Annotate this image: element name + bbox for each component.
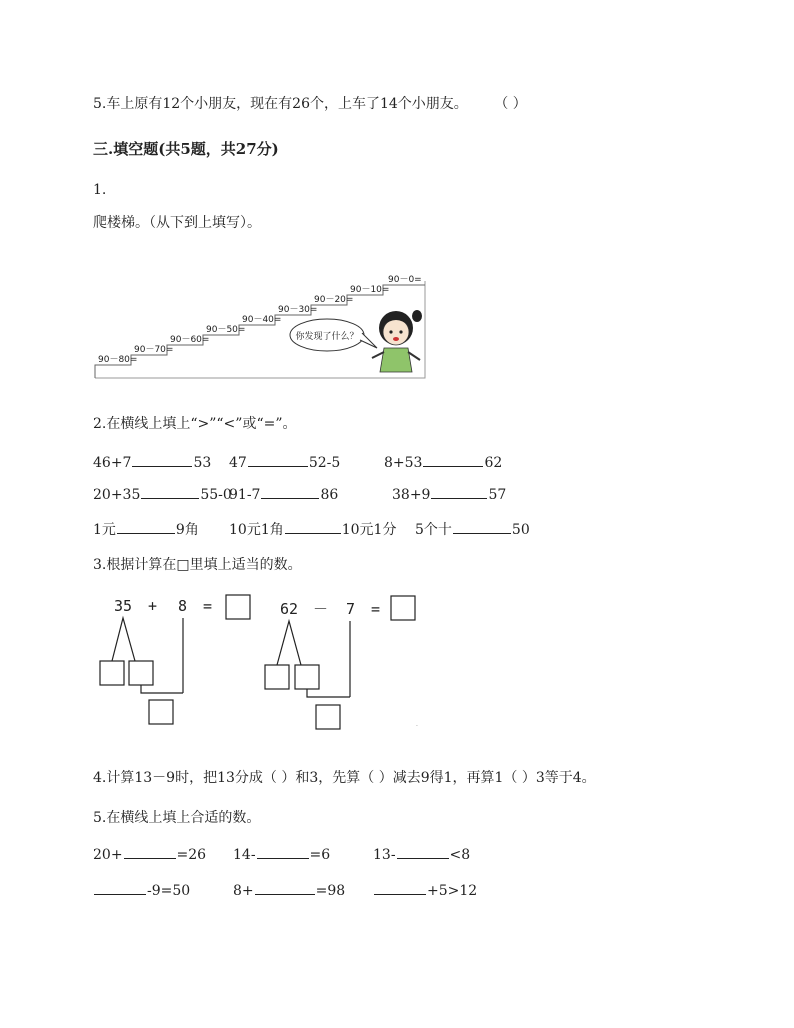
compare-row	[229, 452, 340, 471]
fill-row	[233, 844, 330, 863]
stair-label: 90－20=	[314, 295, 354, 305]
answer-blank[interactable]	[124, 844, 176, 859]
compare-left: 20+35	[93, 487, 141, 503]
fill-right: =98	[315, 883, 346, 899]
compare-left: 91-7	[229, 487, 261, 503]
compare-left: 38+9	[392, 487, 431, 503]
fill-right: =6	[309, 847, 331, 863]
compare-left: 46+7	[93, 455, 132, 471]
compare-right: 86	[320, 487, 339, 503]
stair-label: 90－60=	[170, 335, 210, 345]
fill-row	[373, 844, 470, 863]
stair-label: 90－30=	[278, 305, 318, 315]
question-text: 5.车上原有12个小朋友，现在有26个，上车了14个小朋友。	[93, 96, 468, 112]
compare-row	[415, 519, 530, 539]
answer-blank[interactable]	[453, 519, 511, 534]
compare-right: 62	[484, 455, 503, 471]
question-number-1: 1.	[93, 182, 107, 198]
compare-row	[93, 519, 199, 539]
answer-box[interactable]	[316, 705, 340, 729]
fill-right: <8	[449, 847, 471, 863]
answer-blank[interactable]	[117, 519, 175, 534]
compare-row	[229, 519, 396, 539]
eq2-a: 62	[280, 600, 299, 618]
question-5-prompt: 5.在横线上填上合适的数。	[93, 810, 261, 826]
answer-blank[interactable]	[423, 452, 483, 467]
stairs-figure	[92, 268, 428, 380]
answer-box[interactable]	[149, 700, 173, 724]
compare-left: 1元	[93, 522, 116, 538]
stair-label: 90－80=	[98, 355, 138, 365]
question-1-prompt: 爬楼梯。（从下到上填写）。	[93, 215, 261, 231]
answer-box[interactable]	[100, 661, 124, 685]
compare-left: 47	[229, 455, 247, 471]
answer-paren: （ ）	[494, 96, 527, 112]
compare-row	[93, 484, 232, 503]
stair-label: 90－0=	[388, 275, 422, 285]
stair-label: 90－10=	[350, 285, 390, 295]
answer-blank[interactable]	[397, 844, 449, 859]
answer-box[interactable]	[129, 661, 153, 685]
stair-label: 90－70=	[134, 345, 174, 355]
stair-label: 90－50=	[206, 325, 246, 335]
compare-left: 10元1角	[229, 522, 284, 538]
eq1-a: 35	[114, 597, 133, 615]
fill-right: =26	[176, 847, 207, 863]
compare-row	[229, 484, 338, 503]
fill-row	[93, 844, 206, 863]
answer-blank[interactable]	[255, 880, 315, 895]
answer-blank[interactable]	[248, 452, 308, 467]
fill-row	[93, 880, 190, 899]
compare-right: 9角	[175, 522, 199, 538]
answer-blank[interactable]	[374, 880, 426, 895]
question-4-text: 4.计算13－9时，把13分成（ ）和3，先算（ ）减去9得1，再算1（ ）3等于4。	[93, 770, 596, 786]
compare-right: 53	[193, 455, 212, 471]
compare-right: 10元1分	[341, 522, 397, 538]
eq1-op: +	[148, 597, 158, 615]
answer-box[interactable]	[226, 595, 250, 619]
compare-left: 8+53	[384, 455, 423, 471]
stair-label: 90－40=	[242, 315, 282, 325]
compare-right: 50	[511, 522, 530, 538]
compare-right: 57	[488, 487, 507, 503]
answer-box[interactable]	[391, 596, 415, 620]
fill-row	[373, 880, 477, 899]
fill-left: 13-	[373, 847, 396, 863]
eq1-b: 8	[178, 597, 188, 615]
section-title: 三.填空题(共5题，共27分)	[93, 140, 279, 158]
fill-left: 8+	[233, 883, 254, 899]
answer-blank[interactable]	[141, 484, 199, 499]
question-3-prompt: 3.根据计算在□里填上适当的数。	[93, 557, 302, 573]
compare-row	[93, 452, 211, 471]
question-2-prompt: 2.在横线上填上“>”“<”或“=”。	[93, 416, 297, 432]
compare-right: 55-0	[200, 487, 232, 503]
answer-blank[interactable]	[261, 484, 319, 499]
compare-right: 52-5	[308, 455, 341, 471]
compare-left: 5个十	[415, 522, 452, 538]
eq2-op: －	[313, 600, 329, 618]
bubble-text: 你发现了什么？	[295, 332, 359, 342]
answer-blank[interactable]	[94, 880, 146, 895]
fill-left: 14-	[233, 847, 256, 863]
fill-left: 20+	[93, 847, 123, 863]
judge-question-5	[93, 93, 527, 113]
answer-blank[interactable]	[431, 484, 487, 499]
scan-dot: .	[416, 721, 418, 728]
answer-blank[interactable]	[285, 519, 341, 534]
eq2-b: 7	[346, 600, 356, 618]
answer-blank[interactable]	[132, 452, 192, 467]
answer-box[interactable]	[265, 665, 289, 689]
fill-row	[233, 880, 345, 899]
compare-row	[384, 452, 502, 471]
decomposition-figure	[90, 585, 430, 735]
fill-right: -9=50	[147, 883, 191, 899]
answer-box[interactable]	[295, 665, 319, 689]
eq2-eq: =	[371, 600, 381, 618]
answer-blank[interactable]	[257, 844, 309, 859]
compare-row	[392, 484, 506, 503]
fill-right: +5>12	[427, 883, 478, 899]
eq1-eq: =	[203, 597, 213, 615]
